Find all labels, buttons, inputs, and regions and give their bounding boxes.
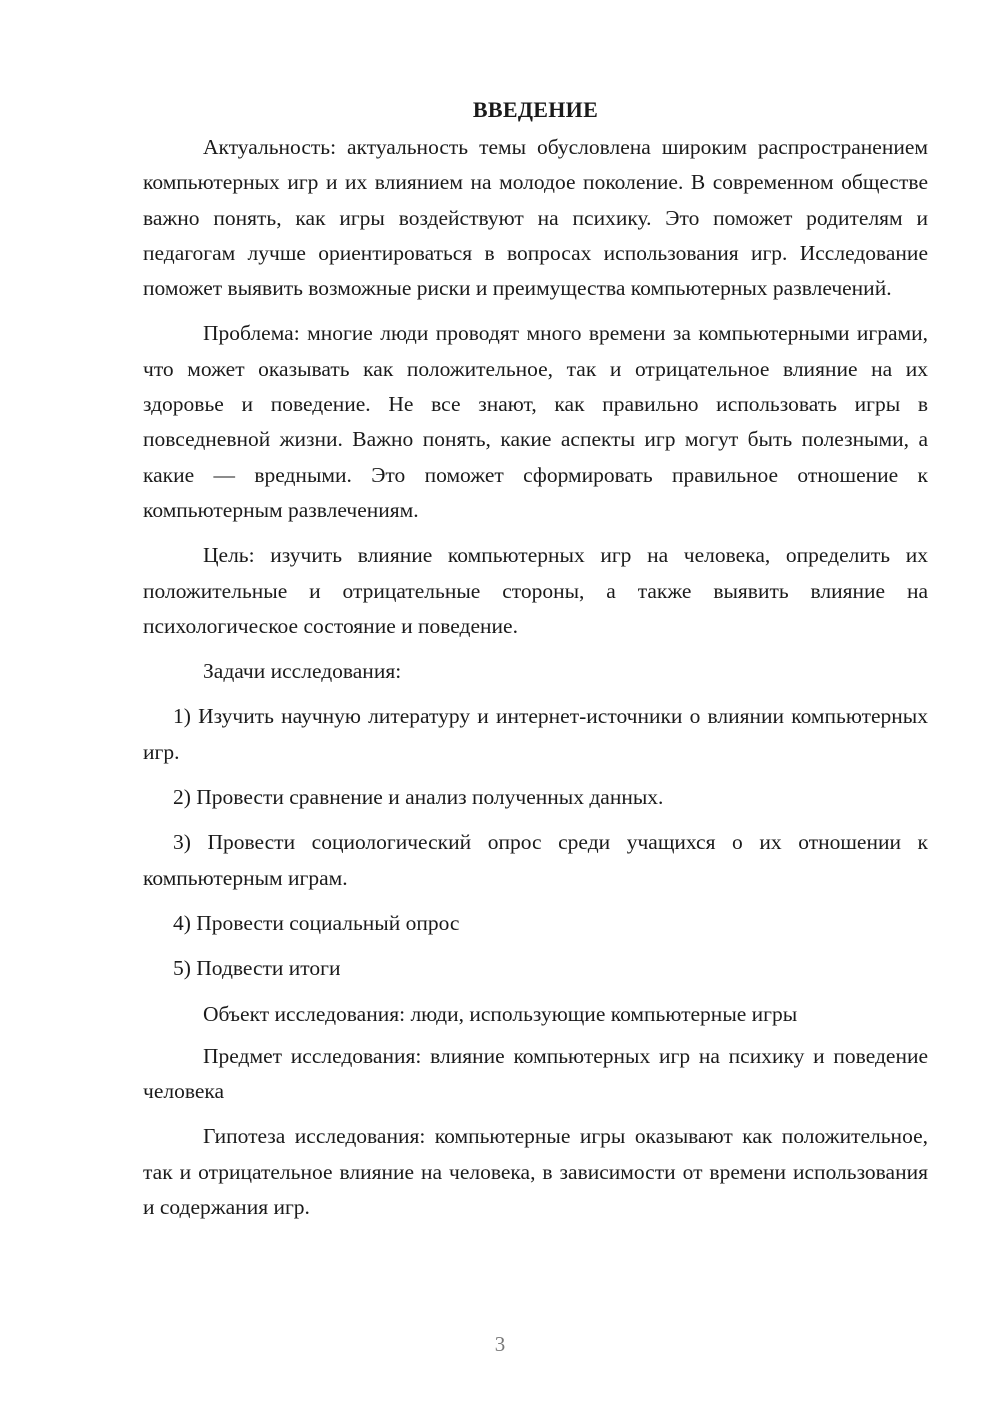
- paragraph-object: Объект исследования: люди, использующие компьютерные игры: [203, 1001, 798, 1026]
- task-item-3: 3) Провести социологический опрос среди учащихся о их отношении к компьютерным играм.: [143, 830, 928, 890]
- paragraph-hypothesis: Гипотеза исследования: компьютерные игры оказывают как положительное, так и отрицательное влияние на человека, в зависимости от времени использования и содержания игр.: [143, 1124, 928, 1220]
- task-item-1: 1) Изучить научную литературу и интернет-источники о влиянии компьютерных игр.: [143, 704, 928, 764]
- task-item-4: 4) Провести социальный опрос: [173, 910, 460, 935]
- paragraph-goal: Цель: изучить влияние компьютерных игр на человека, определить их положительные и отрицательные стороны, а также выявить влияние на психологическое состояние и поведение.: [143, 543, 928, 638]
- page-title: ВВЕДЕНИЕ: [472, 97, 599, 122]
- paragraph-relevance: Актуальность: актуальность темы обусловлена широким распространением компьютерных игр и их влиянием на молодое поколение. В современном обществе важно понять, как игры воздействуют на психику. Это поможет родителям и педагогам лучше ориентироваться в вопросах использования игр. Исследование поможет выявить возможные риски и преимущества компьютерных развлечений.: [143, 135, 928, 301]
- task-item-5: 5) Подвести итоги: [173, 956, 341, 981]
- paragraph-subject: Предмет исследования: влияние компьютерных игр на психику и поведение человека: [143, 1043, 928, 1104]
- paragraph-problem: Проблема: многие люди проводят много времени за компьютерными играми, что может оказывать как положительное, так и отрицательное влияние на их здоровье и поведение. Не все знают, как правильно использовать игры в повседневной жизни. Важно понять, какие аспекты игр могут быть полезными, а какие — вредными. Это поможет сформировать правильное отношение к компьютерным развлечениям.: [143, 321, 928, 522]
- paragraph-tasks-title: Задачи исследования:: [203, 659, 402, 684]
- document-page: [143, 92, 928, 1235]
- page-number: 3: [494, 1332, 506, 1356]
- task-item-2: 2) Провести сравнение и анализ полученных данных.: [173, 785, 664, 810]
